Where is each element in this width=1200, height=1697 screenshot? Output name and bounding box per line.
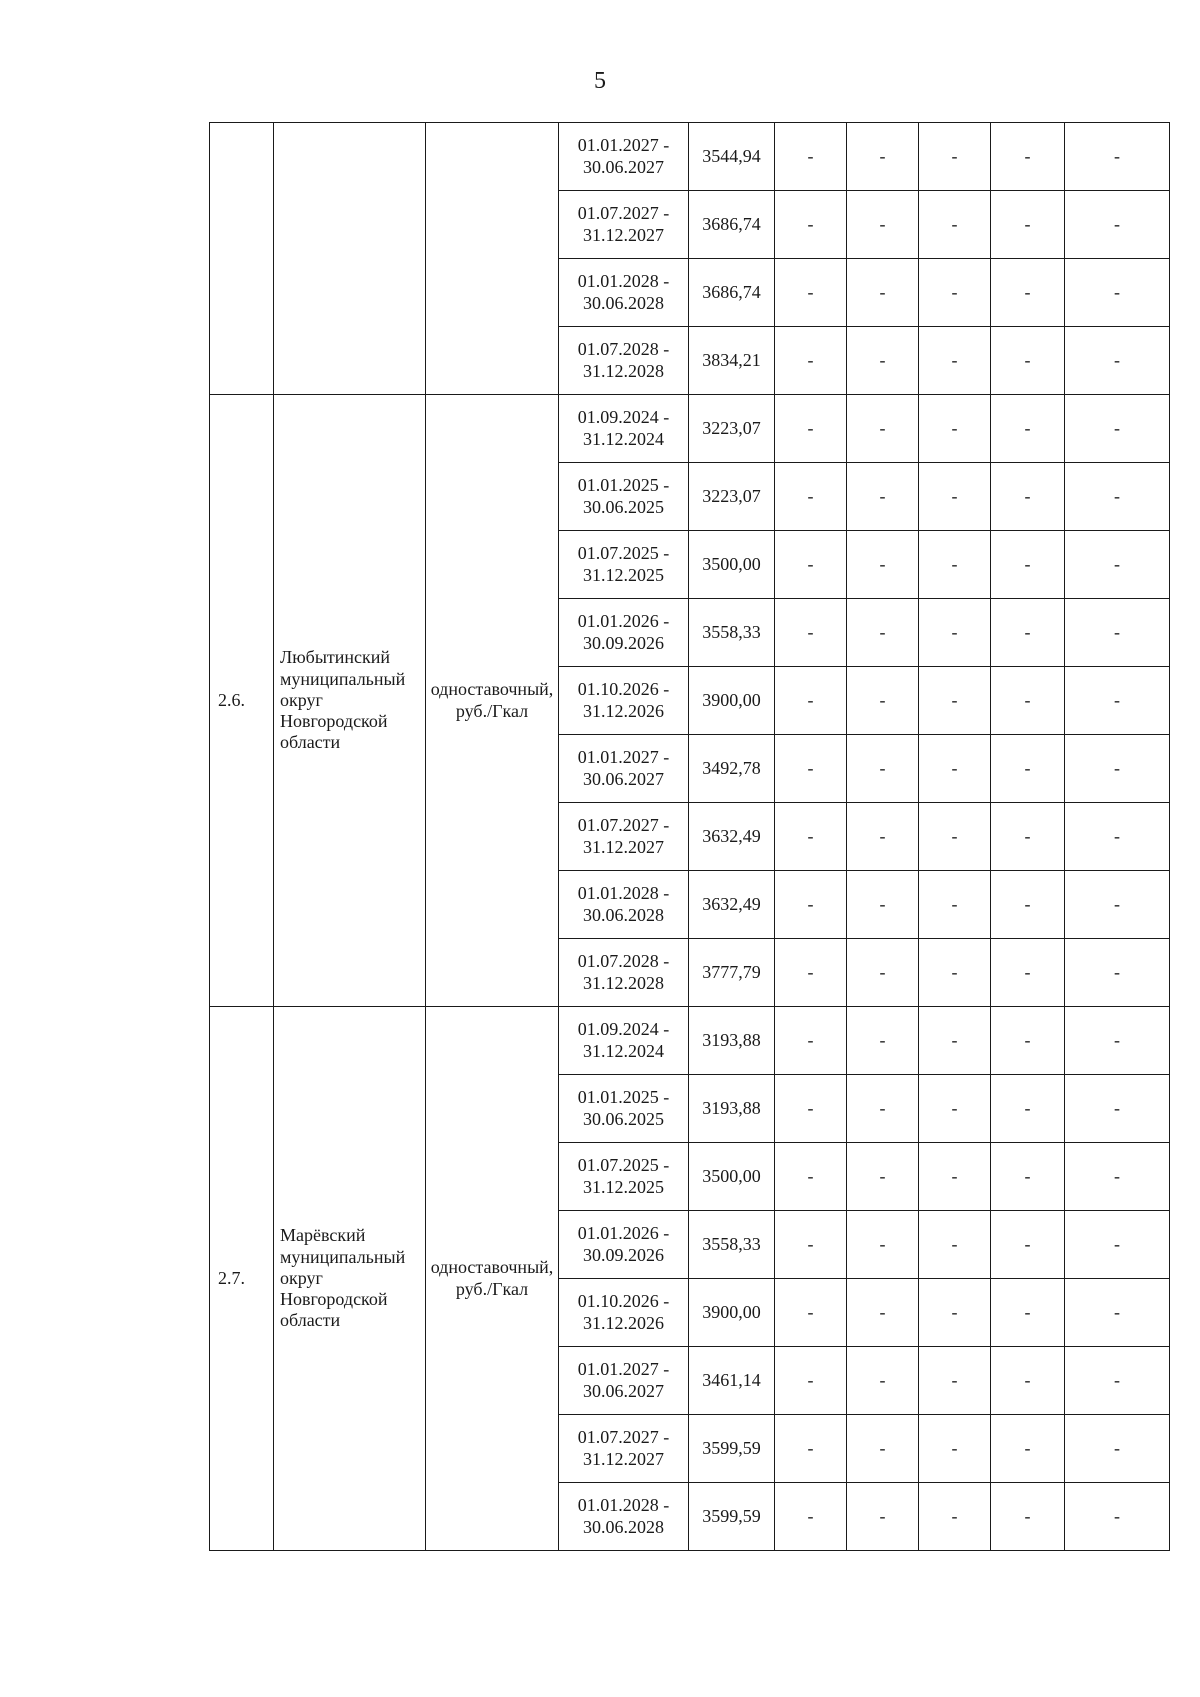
empty-value-cell: - [775, 735, 847, 803]
period-start: 01.01.2025 - [577, 1087, 670, 1108]
empty-value-cell: - [775, 667, 847, 735]
empty-value-cell: - [847, 1007, 919, 1075]
empty-value-cell: - [1065, 1415, 1170, 1483]
tariff-value: 3558,33 [689, 1211, 775, 1279]
empty-value-cell: - [991, 1143, 1065, 1211]
period-start: 01.01.2027 - [577, 135, 670, 156]
empty-value-cell: - [847, 1211, 919, 1279]
empty-value-cell: - [847, 1279, 919, 1347]
period-start: 01.10.2026 - [577, 679, 670, 700]
period-cell [559, 735, 689, 803]
table-row [210, 1007, 1170, 1075]
tariff-value: 3632,49 [689, 871, 775, 939]
empty-value-cell: - [919, 735, 991, 803]
period-cell [559, 395, 689, 463]
period-cell [559, 259, 689, 327]
period-end: 30.06.2027 [583, 768, 664, 789]
empty-value-cell: - [775, 939, 847, 1007]
table-row [210, 123, 1170, 191]
empty-value-cell: - [847, 1415, 919, 1483]
empty-value-cell: - [775, 1347, 847, 1415]
empty-value-cell: - [847, 1483, 919, 1551]
empty-value-cell: - [775, 123, 847, 191]
tariff-value: 3500,00 [689, 531, 775, 599]
period-start: 01.07.2027 - [577, 203, 670, 224]
period-cell [559, 803, 689, 871]
tariff-value: 3900,00 [689, 667, 775, 735]
empty-value-cell: - [775, 1211, 847, 1279]
tariff-table [209, 122, 1170, 1551]
period-start: 01.01.2027 - [577, 747, 670, 768]
empty-value-cell: - [991, 1483, 1065, 1551]
period-start: 01.07.2027 - [577, 1427, 670, 1448]
empty-value-cell: - [991, 463, 1065, 531]
period-cell [559, 1075, 689, 1143]
empty-value-cell: - [991, 1211, 1065, 1279]
period-cell [559, 327, 689, 395]
period-start: 01.09.2024 - [577, 1019, 670, 1040]
empty-value-cell: - [775, 1483, 847, 1551]
empty-value-cell: - [847, 463, 919, 531]
empty-value-cell: - [919, 259, 991, 327]
tariff-value: 3686,74 [689, 259, 775, 327]
empty-value-cell: - [1065, 1143, 1170, 1211]
empty-value-cell: - [1065, 939, 1170, 1007]
empty-value-cell: - [847, 1347, 919, 1415]
item-number: 2.6. [210, 395, 274, 1007]
tariff-value: 3834,21 [689, 327, 775, 395]
empty-value-cell: - [847, 259, 919, 327]
empty-value-cell: - [919, 1483, 991, 1551]
table-body [210, 123, 1170, 1551]
period-cell [559, 1007, 689, 1075]
period-start: 01.07.2028 - [577, 951, 670, 972]
empty-value-cell: - [847, 599, 919, 667]
empty-value-cell: - [991, 1007, 1065, 1075]
period-start: 01.01.2025 - [577, 475, 670, 496]
period-cell [559, 599, 689, 667]
empty-value-cell: - [919, 1007, 991, 1075]
empty-value-cell: - [847, 667, 919, 735]
tariff-unit: одноставочный, руб./Гкал [426, 395, 559, 1007]
empty-value-cell: - [847, 871, 919, 939]
empty-value-cell: - [991, 667, 1065, 735]
empty-value-cell: - [1065, 1279, 1170, 1347]
item-number [210, 123, 274, 395]
tariff-value: 3900,00 [689, 1279, 775, 1347]
empty-value-cell: - [919, 531, 991, 599]
period-cell [559, 1347, 689, 1415]
tariff-value: 3544,94 [689, 123, 775, 191]
empty-value-cell: - [991, 191, 1065, 259]
period-cell [559, 123, 689, 191]
empty-value-cell: - [775, 1279, 847, 1347]
period-end: 30.06.2027 [583, 1380, 664, 1401]
empty-value-cell: - [847, 803, 919, 871]
empty-value-cell: - [991, 531, 1065, 599]
region-name [274, 123, 426, 395]
empty-value-cell: - [991, 1415, 1065, 1483]
tariff-unit: одноставочный, руб./Гкал [426, 1007, 559, 1551]
tariff-value: 3193,88 [689, 1075, 775, 1143]
tariff-value: 3193,88 [689, 1007, 775, 1075]
page-number: 5 [594, 68, 606, 94]
empty-value-cell: - [1065, 803, 1170, 871]
period-end: 31.12.2026 [583, 1312, 664, 1333]
empty-value-cell: - [847, 123, 919, 191]
empty-value-cell: - [847, 395, 919, 463]
empty-value-cell: - [1065, 1211, 1170, 1279]
period-cell [559, 191, 689, 259]
empty-value-cell: - [919, 1415, 991, 1483]
empty-value-cell: - [1065, 871, 1170, 939]
period-end: 31.12.2028 [583, 972, 664, 993]
period-end: 31.12.2026 [583, 700, 664, 721]
empty-value-cell: - [919, 1279, 991, 1347]
period-end: 31.12.2024 [583, 1040, 664, 1061]
empty-value-cell: - [919, 1347, 991, 1415]
empty-value-cell: - [991, 1279, 1065, 1347]
period-end: 30.06.2025 [583, 496, 664, 517]
empty-value-cell: - [847, 327, 919, 395]
period-end: 30.09.2026 [583, 632, 664, 653]
empty-value-cell: - [1065, 259, 1170, 327]
empty-value-cell: - [1065, 1075, 1170, 1143]
tariff-value: 3558,33 [689, 599, 775, 667]
period-start: 01.09.2024 - [577, 407, 670, 428]
period-cell [559, 1415, 689, 1483]
empty-value-cell: - [847, 1075, 919, 1143]
empty-value-cell: - [919, 463, 991, 531]
tariff-value: 3599,59 [689, 1415, 775, 1483]
empty-value-cell: - [775, 191, 847, 259]
period-end: 31.12.2024 [583, 428, 664, 449]
period-start: 01.10.2026 - [577, 1291, 670, 1312]
empty-value-cell: - [775, 1075, 847, 1143]
period-end: 31.12.2025 [583, 1176, 664, 1197]
empty-value-cell: - [775, 395, 847, 463]
empty-value-cell: - [847, 939, 919, 1007]
empty-value-cell: - [991, 327, 1065, 395]
empty-value-cell: - [1065, 1007, 1170, 1075]
tariff-value: 3777,79 [689, 939, 775, 1007]
empty-value-cell: - [919, 871, 991, 939]
period-cell [559, 939, 689, 1007]
region-name: Марёвский муниципальный округ Новгородской области [274, 1007, 426, 1551]
empty-value-cell: - [919, 599, 991, 667]
empty-value-cell: - [919, 123, 991, 191]
empty-value-cell: - [1065, 667, 1170, 735]
period-start: 01.01.2028 - [577, 1495, 670, 1516]
empty-value-cell: - [1065, 599, 1170, 667]
region-name: Любытинский муниципальный округ Новгородской области [274, 395, 426, 1007]
period-cell [559, 1279, 689, 1347]
period-end: 31.12.2025 [583, 564, 664, 585]
empty-value-cell: - [919, 191, 991, 259]
tariff-value: 3223,07 [689, 463, 775, 531]
empty-value-cell: - [991, 1347, 1065, 1415]
period-end: 31.12.2027 [583, 224, 664, 245]
tariff-value: 3632,49 [689, 803, 775, 871]
empty-value-cell: - [1065, 327, 1170, 395]
empty-value-cell: - [991, 123, 1065, 191]
empty-value-cell: - [775, 463, 847, 531]
empty-value-cell: - [991, 939, 1065, 1007]
tariff-value: 3223,07 [689, 395, 775, 463]
period-cell [559, 667, 689, 735]
period-end: 30.06.2027 [583, 156, 664, 177]
empty-value-cell: - [775, 531, 847, 599]
period-cell [559, 531, 689, 599]
empty-value-cell: - [991, 735, 1065, 803]
empty-value-cell: - [919, 1143, 991, 1211]
tariff-value: 3599,59 [689, 1483, 775, 1551]
empty-value-cell: - [1065, 735, 1170, 803]
empty-value-cell: - [991, 803, 1065, 871]
empty-value-cell: - [847, 191, 919, 259]
period-start: 01.01.2028 - [577, 271, 670, 292]
period-end: 30.06.2028 [583, 292, 664, 313]
empty-value-cell: - [1065, 1347, 1170, 1415]
period-start: 01.01.2028 - [577, 883, 670, 904]
empty-value-cell: - [775, 1143, 847, 1211]
period-end: 30.09.2026 [583, 1244, 664, 1265]
period-end: 31.12.2027 [583, 836, 664, 857]
empty-value-cell: - [847, 531, 919, 599]
empty-value-cell: - [919, 939, 991, 1007]
period-end: 30.06.2028 [583, 1516, 664, 1537]
empty-value-cell: - [919, 1075, 991, 1143]
empty-value-cell: - [919, 667, 991, 735]
empty-value-cell: - [991, 395, 1065, 463]
tariff-value: 3492,78 [689, 735, 775, 803]
period-end: 30.06.2025 [583, 1108, 664, 1129]
period-start: 01.01.2026 - [577, 1223, 670, 1244]
empty-value-cell: - [919, 1211, 991, 1279]
tariff-unit [426, 123, 559, 395]
period-start: 01.07.2025 - [577, 1155, 670, 1176]
period-cell [559, 1211, 689, 1279]
table-row [210, 395, 1170, 463]
empty-value-cell: - [1065, 531, 1170, 599]
empty-value-cell: - [1065, 1483, 1170, 1551]
empty-value-cell: - [1065, 123, 1170, 191]
empty-value-cell: - [1065, 191, 1170, 259]
empty-value-cell: - [991, 871, 1065, 939]
period-start: 01.07.2028 - [577, 339, 670, 360]
period-end: 31.12.2027 [583, 1448, 664, 1469]
empty-value-cell: - [991, 1075, 1065, 1143]
empty-value-cell: - [919, 395, 991, 463]
empty-value-cell: - [1065, 395, 1170, 463]
period-cell [559, 871, 689, 939]
tariff-value: 3461,14 [689, 1347, 775, 1415]
empty-value-cell: - [991, 599, 1065, 667]
empty-value-cell: - [1065, 463, 1170, 531]
empty-value-cell: - [775, 871, 847, 939]
empty-value-cell: - [919, 803, 991, 871]
empty-value-cell: - [775, 803, 847, 871]
period-cell [559, 1483, 689, 1551]
period-start: 01.01.2026 - [577, 611, 670, 632]
empty-value-cell: - [919, 327, 991, 395]
period-cell [559, 1143, 689, 1211]
tariff-value: 3686,74 [689, 191, 775, 259]
empty-value-cell: - [991, 259, 1065, 327]
period-start: 01.07.2025 - [577, 543, 670, 564]
empty-value-cell: - [847, 735, 919, 803]
empty-value-cell: - [775, 599, 847, 667]
empty-value-cell: - [775, 1007, 847, 1075]
period-end: 30.06.2028 [583, 904, 664, 925]
empty-value-cell: - [847, 1143, 919, 1211]
empty-value-cell: - [775, 327, 847, 395]
period-start: 01.07.2027 - [577, 815, 670, 836]
period-start: 01.01.2027 - [577, 1359, 670, 1380]
tariff-value: 3500,00 [689, 1143, 775, 1211]
empty-value-cell: - [775, 1415, 847, 1483]
period-cell [559, 463, 689, 531]
item-number: 2.7. [210, 1007, 274, 1551]
period-end: 31.12.2028 [583, 360, 664, 381]
empty-value-cell: - [775, 259, 847, 327]
